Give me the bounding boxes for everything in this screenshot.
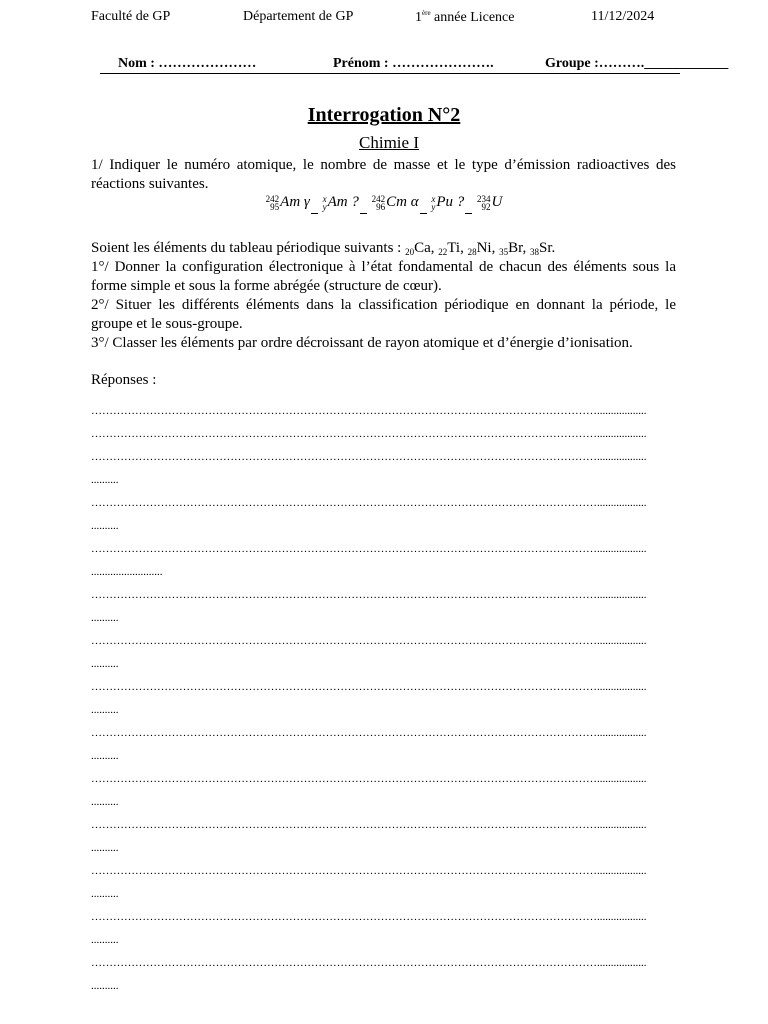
answer-line[interactable]: .......... (91, 750, 119, 762)
arrow-placeholder (420, 213, 427, 214)
cm-symbol: Cm (386, 194, 407, 210)
answer-line[interactable]: ………………………………………………………………………………………………………………………….................. (91, 773, 647, 785)
page-subtitle: Chimie I (359, 133, 419, 152)
unknown-2: ? (456, 194, 465, 210)
date-label: 11/12/2024 (591, 9, 655, 24)
answer-line[interactable]: .......... (91, 842, 119, 854)
gamma-symbol: γ (303, 194, 310, 210)
answer-line[interactable]: ………………………………………………………………………………………………………………………….................. (91, 865, 647, 877)
answer-line[interactable]: ………………………………………………………………………………………………………………………….................. (91, 589, 647, 601)
answer-line[interactable]: .......... (91, 934, 119, 946)
identity-underline (100, 73, 680, 74)
answer-line[interactable]: .......... (91, 796, 119, 808)
faculty-label: Faculté de GP (91, 9, 171, 24)
answer-line[interactable]: .......... (91, 980, 119, 992)
answer-line[interactable]: ………………………………………………………………………………………………………………………….................. (91, 543, 647, 555)
u-nuclide-numbers: 234 92 (476, 193, 491, 212)
am-nuclide-numbers: 242 95 (265, 193, 280, 212)
question-3: 3°/ Classer les éléments par ordre décroissant de rayon atomique et d’énergie d’ionisation. (91, 335, 633, 351)
answer-line[interactable]: ………………………………………………………………………………………………………………………….................. (91, 727, 647, 739)
am-symbol: Am (280, 194, 301, 210)
answer-line[interactable]: ………………………………………………………………………………………………………………………….................. (91, 911, 647, 923)
answer-line[interactable]: .......... (91, 888, 119, 900)
question-2: 2°/ Situer les différents éléments dans la classification périodique en donnant la période, le groupe et le sous-groupe. (91, 297, 676, 332)
arrow-placeholder (465, 213, 472, 214)
pu-nuclide-numbers: x y (431, 193, 436, 212)
answer-line[interactable]: .......... (91, 474, 119, 486)
alpha-symbol: α (410, 194, 419, 210)
pu-symbol: Pu (436, 194, 453, 210)
unknown-1: ? (351, 194, 359, 210)
answer-line[interactable]: .......................... (91, 566, 163, 578)
u-symbol: U (491, 194, 503, 210)
prenom-field: Prénom : …………………. (333, 56, 494, 71)
arrow-placeholder (360, 213, 367, 214)
answers-label: Réponses : (91, 372, 157, 388)
question-1b: 1°/ Donner la configuration électronique à l’état fondamental de chacun des éléments sous la forme simple et sous la forme abrégée (structure de cœur). (91, 259, 676, 294)
cm-nuclide-numbers: 242 96 (371, 193, 386, 212)
nuclear-reactions-equation (0, 194, 768, 214)
groupe-field: Groupe :……….____________ (545, 56, 729, 71)
arrow-placeholder (311, 213, 318, 214)
page-title: Interrogation N°2 (307, 104, 461, 126)
answer-line[interactable]: ………………………………………………………………………………………………………………………….................. (91, 428, 647, 440)
answer-line[interactable]: ………………………………………………………………………………………………………………………….................. (91, 405, 647, 417)
am2-symbol: Am (327, 194, 348, 210)
elements-statement: Soient les éléments du tableau périodique suivants : $_{20}$Ca, $_{22}$Ti, $_{28}$Ni, $_{35}$Br, $_{38}$Sr. (91, 240, 556, 257)
question-1: 1/ Indiquer le numéro atomique, le nombre de masse et le type d’émission radioactives des réactions suivantes. (91, 157, 676, 192)
answer-line[interactable]: ………………………………………………………………………………………………………………………….................. (91, 635, 647, 647)
answer-line[interactable]: ………………………………………………………………………………………………………………………….................. (91, 681, 647, 693)
answer-line[interactable]: ………………………………………………………………………………………………………………………….................. (91, 497, 647, 509)
answer-line[interactable]: .......... (91, 612, 119, 624)
am2-nuclide-numbers: x y (322, 193, 327, 212)
answer-line[interactable]: ………………………………………………………………………………………………………………………….................. (91, 819, 647, 831)
year-label: 1ère année Licence (415, 9, 515, 25)
answer-line[interactable]: .......... (91, 704, 119, 716)
answer-line[interactable]: ………………………………………………………………………………………………………………………….................. (91, 451, 647, 463)
nom-field: Nom : ………………… (118, 56, 257, 71)
answer-line[interactable]: .......... (91, 520, 119, 532)
answer-line[interactable]: .......... (91, 658, 119, 670)
answer-line[interactable]: ………………………………………………………………………………………………………………………….................. (91, 957, 647, 969)
department-label: Département de GP (243, 9, 354, 24)
